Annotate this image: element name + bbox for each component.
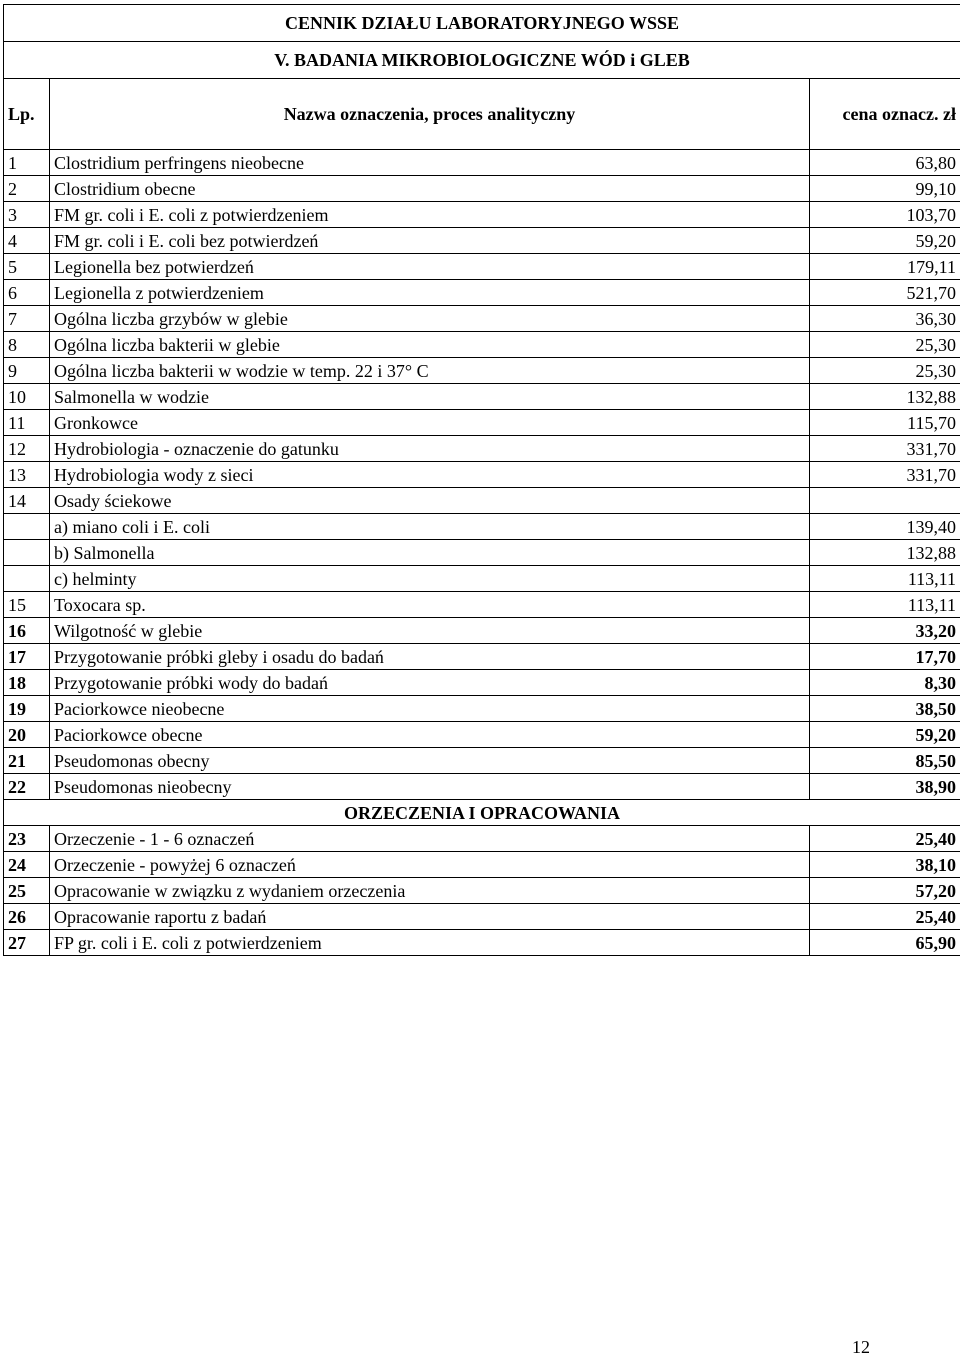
table-row [4,618,960,644]
row-price: 25,30 [810,332,960,358]
row-name: Opracowanie raportu z badań [50,904,810,930]
row-name: Ogólna liczba bakterii w wodzie w temp. 22 i 37° C [50,358,810,384]
table-row [4,540,960,566]
header-lp: Lp. [4,79,50,150]
table-row [4,826,960,852]
table-row [4,878,960,904]
row-number: 7 [4,306,50,332]
row-price: 33,20 [810,618,960,644]
table-row [4,566,960,592]
row-price: 113,11 [810,566,960,592]
row-price: 103,70 [810,202,960,228]
row-price: 132,88 [810,540,960,566]
row-price: 38,90 [810,774,960,800]
row-price: 59,20 [810,228,960,254]
column-header-row [4,79,960,150]
row-name: Orzeczenie - powyżej 6 oznaczeń [50,852,810,878]
row-price: 521,70 [810,280,960,306]
subtitle-row [4,42,960,79]
row-number: 1 [4,150,50,176]
row-price: 115,70 [810,410,960,436]
row-number: 22 [4,774,50,800]
row-name: Ogólna liczba grzybów w glebie [50,306,810,332]
table-row [4,202,960,228]
row-number: 18 [4,670,50,696]
table-row [4,748,960,774]
row-number: 24 [4,852,50,878]
row-name: Wilgotność w glebie [50,618,810,644]
row-number [4,540,50,566]
row-name: Paciorkowce nieobecne [50,696,810,722]
row-number: 8 [4,332,50,358]
row-number: 23 [4,826,50,852]
row-name: Hydrobiologia wody z sieci [50,462,810,488]
section-row [4,800,960,826]
table-row [4,358,960,384]
row-price: 38,50 [810,696,960,722]
row-number: 4 [4,228,50,254]
table-row [4,852,960,878]
table-row [4,592,960,618]
price-list-table [3,4,960,956]
table-row [4,904,960,930]
row-name: Hydrobiologia - oznaczenie do gatunku [50,436,810,462]
row-name: Paciorkowce obecne [50,722,810,748]
row-name: a) miano coli i E. coli [50,514,810,540]
row-price: 139,40 [810,514,960,540]
table-row [4,436,960,462]
table-row [4,514,960,540]
row-number [4,514,50,540]
row-number: 15 [4,592,50,618]
row-price: 17,70 [810,644,960,670]
row-price: 65,90 [810,930,960,956]
row-price: 85,50 [810,748,960,774]
row-price: 8,30 [810,670,960,696]
table-row [4,774,960,800]
table-row [4,150,960,176]
row-name: Przygotowanie próbki gleby i osadu do badań [50,644,810,670]
row-name: b) Salmonella [50,540,810,566]
row-number: 2 [4,176,50,202]
row-name: FP gr. coli i E. coli z potwierdzeniem [50,930,810,956]
row-name: Clostridium perfringens nieobecne [50,150,810,176]
header-price: cena oznacz. zł [810,79,960,150]
table-row [4,254,960,280]
row-price: 113,11 [810,592,960,618]
row-price: 331,70 [810,462,960,488]
row-price: 132,88 [810,384,960,410]
page-number: 12 [852,1337,870,1357]
row-name: Pseudomonas nieobecny [50,774,810,800]
row-number: 9 [4,358,50,384]
row-name: Gronkowce [50,410,810,436]
table-row [4,644,960,670]
table-row [4,306,960,332]
row-name: FM gr. coli i E. coli z potwierdzeniem [50,202,810,228]
table-row [4,332,960,358]
table-row [4,384,960,410]
row-name: Toxocara sp. [50,592,810,618]
row-number: 17 [4,644,50,670]
row-price: 57,20 [810,878,960,904]
row-name: Przygotowanie próbki wody do badań [50,670,810,696]
title-row [4,5,960,42]
row-number: 5 [4,254,50,280]
row-number: 11 [4,410,50,436]
table-row [4,228,960,254]
row-price: 63,80 [810,150,960,176]
row-price: 25,40 [810,826,960,852]
table-row [4,670,960,696]
row-number: 16 [4,618,50,644]
row-name: Legionella z potwierdzeniem [50,280,810,306]
row-number: 10 [4,384,50,410]
row-name: Osady ściekowe [50,488,810,514]
document-subtitle: V. BADANIA MIKROBIOLOGICZNE WÓD i GLEB [4,42,960,79]
row-number: 20 [4,722,50,748]
row-price: 36,30 [810,306,960,332]
row-name: Legionella bez potwierdzeń [50,254,810,280]
table-row [4,280,960,306]
row-number: 6 [4,280,50,306]
row-price: 59,20 [810,722,960,748]
row-name: c) helminty [50,566,810,592]
row-number: 14 [4,488,50,514]
row-number: 21 [4,748,50,774]
row-price: 179,11 [810,254,960,280]
row-number: 12 [4,436,50,462]
row-name: Salmonella w wodzie [50,384,810,410]
row-number [4,566,50,592]
row-number: 19 [4,696,50,722]
row-name: Ogólna liczba bakterii w glebie [50,332,810,358]
row-number: 25 [4,878,50,904]
row-price: 331,70 [810,436,960,462]
table-row [4,410,960,436]
row-number: 26 [4,904,50,930]
row-name: Pseudomonas obecny [50,748,810,774]
row-price: 38,10 [810,852,960,878]
row-number: 3 [4,202,50,228]
header-name: Nazwa oznaczenia, proces analityczny [50,79,810,150]
table-row [4,462,960,488]
row-number: 13 [4,462,50,488]
table-row [4,176,960,202]
table-row [4,930,960,956]
row-name: FM gr. coli i E. coli bez potwierdzeń [50,228,810,254]
row-name: Clostridium obecne [50,176,810,202]
row-price: 25,40 [810,904,960,930]
row-name: Opracowanie w związku z wydaniem orzeczenia [50,878,810,904]
section-title: ORZECZENIA I OPRACOWANIA [4,800,960,826]
row-price: 99,10 [810,176,960,202]
table-row [4,696,960,722]
row-price: 25,30 [810,358,960,384]
row-price [810,488,960,514]
table-row [4,722,960,748]
row-name: Orzeczenie - 1 - 6 oznaczeń [50,826,810,852]
table-row [4,488,960,514]
row-number: 27 [4,930,50,956]
document-title: CENNIK DZIAŁU LABORATORYJNEGO WSSE [4,5,960,42]
